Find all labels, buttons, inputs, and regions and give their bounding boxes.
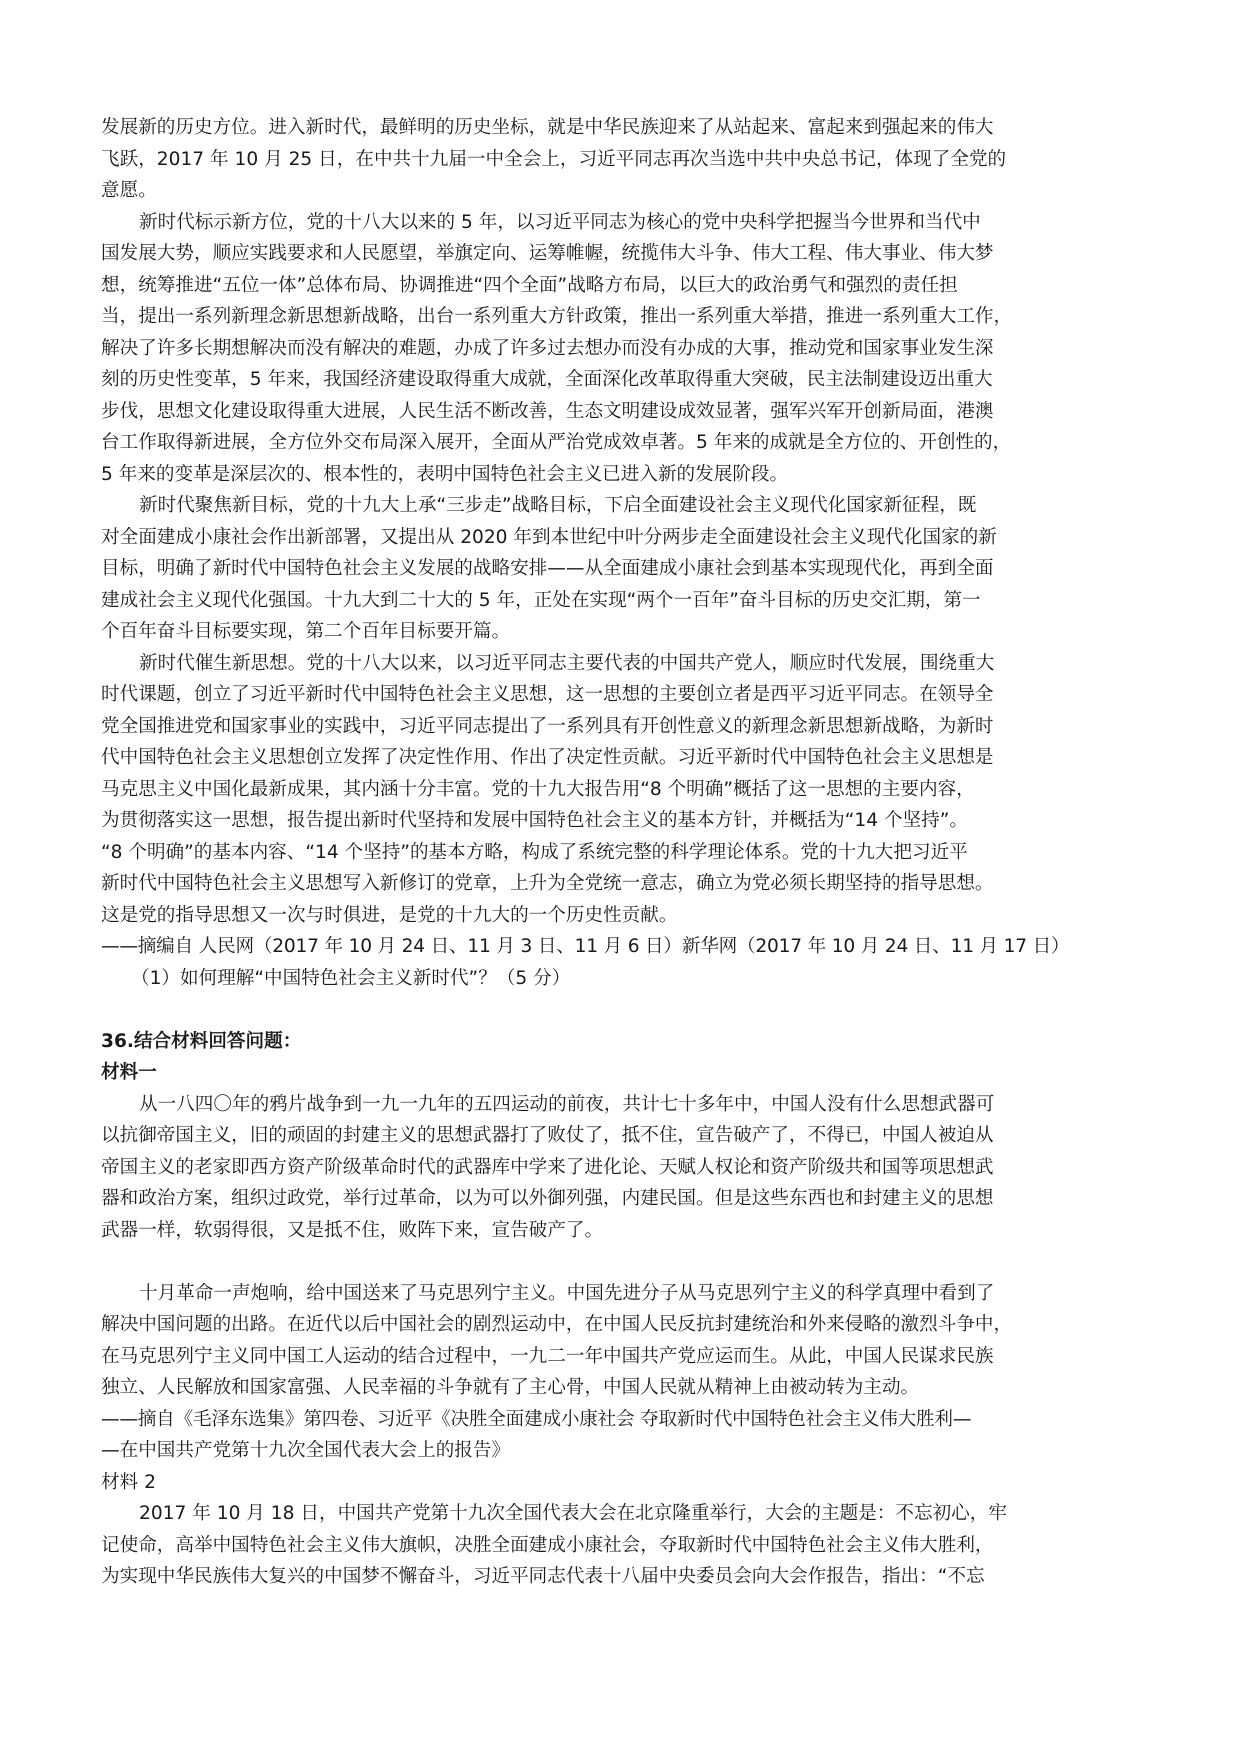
text-line: “8 个明确”的基本内容、“14 个坚持”的基本方略，构成了系统完整的科学理论体系。党的十九大把习近平 — [101, 841, 968, 863]
text-line: 在马克思列宁主义同中国工人运动的结合过程中，一九二一年中国共产党应运而生。从此，中国人民谋求民族 — [101, 1345, 994, 1367]
text-line: ——摘自《毛泽东选集》第四卷、习近平《决胜全面建成小康社会 夺取新时代中国特色社会主义伟大胜利— — [101, 1408, 972, 1430]
paragraph-material1-part2 — [101, 1278, 1141, 1404]
text-line: 国发展大势，顺应实践要求和人民愿望，举旗定向、运筹帷幄，统揽伟大斗争、伟大工程、伟大事业、伟大梦 — [101, 243, 994, 264]
source-citation: ——摘编自 人民网（2017 年 10 月 24 日、11 月 3 日、11 月 6 日）新华网（2017 年 10 月 24 日、11 月 17 日） — [101, 936, 1070, 957]
text-line: 记使命，高举中国特色社会主义伟大旗帜，决胜全面建成小康社会，夺取新时代中国特色社会主义伟大胜利， — [101, 1534, 994, 1556]
text-line: 意愿。 — [101, 180, 157, 201]
text-line: 台工作取得新进展，全方位外交布局深入展开，全面从严治党成效卓著。5 年来的成就是全方位的、开创性的， — [101, 432, 1012, 453]
paragraph-material1-part1 — [101, 1089, 1141, 1247]
text-line: 马克思主义中国化最新成果，其内涵十分丰富。党的十九大报告用“8 个明确”概括了这一思想的主要内容， — [101, 778, 975, 800]
paragraph-new-goal — [101, 490, 1141, 648]
text-line: 解决中国问题的出路。在近代以后中国社会的剧烈运动中，在中国人民反抗封建统治和外来侵略的激烈斗争中， — [101, 1314, 1013, 1335]
text-line: 目标，明确了新时代中国特色社会主义发展的战略安排——从全面建成小康社会到基本实现现代化，再到全面 — [101, 558, 994, 579]
text-line: 个百年奋斗目标要实现，第二个百年目标要开篇。 — [101, 621, 511, 642]
text-line: 发展新的历史方位。进入新时代，最鲜明的历史坐标，就是中华民族迎来了从站起来、富起来到强起来的伟大 — [101, 117, 994, 138]
text-line: 帝国主义的老家即西方资产阶级革命时代的武器库中学来了进化论、天赋人权论和资产阶级共和国等项思想武 — [101, 1156, 994, 1178]
text-line: 建成社会主义现代化强国。十九大到二十大的 5 年，正处在实现“两个一百年”奋斗目标的历史交汇期，第一 — [101, 589, 981, 611]
text-line: 独立、人民解放和国家富强、人民幸福的斗争就有了主心骨，中国人民就从精神上由被动转为主动。 — [101, 1377, 920, 1398]
paragraph-new-thought — [101, 648, 1141, 932]
text-line: 党全国推进党和国家事业的实践中，习近平同志提出了一系列具有开创性意义的新理念新思想新战略，为新时 — [101, 715, 994, 737]
question-heading: 36.结合材料回答问题： — [101, 1030, 302, 1052]
text-line: 为实现中华民族伟大复兴的中国梦不懈奋斗，习近平同志代表十八届中央委员会向大会作报告，指出：“不忘 — [101, 1566, 985, 1587]
question-text: （1）如何理解“中国特色社会主义新时代”？（5 分） — [131, 967, 571, 989]
text-line: 解决了许多长期想解决而没有解决的难题，办成了许多过去想办而没有办成的大事，推动党和国家事业发生深 — [101, 337, 994, 359]
text-line: 步伐，思想文化建设取得重大进展，人民生活不断改善，生态文明建设成效显著，强军兴军开创新局面，港澳 — [101, 400, 994, 422]
paragraph-historic-position — [101, 112, 1141, 207]
text-line: 十月革命一声炮响，给中国送来了马克思列宁主义。中国先进分子从马克思列宁主义的科学真理中看到了 — [139, 1282, 995, 1304]
source-citation-2 — [101, 1404, 1141, 1467]
text-line: 代中国特色社会主义思想创立发挥了决定性作用、作出了决定性贡献。习近平新时代中国特色社会主义思想是 — [101, 747, 994, 768]
text-line: 想，统筹推进“五位一体”总体布局、协调推进“四个全面”战略方布局，以巨大的政治勇气和强烈的责任担 — [101, 274, 958, 296]
text-line: 新时代中国特色社会主义思想写入新修订的党章，上升为全党统一意志，确立为党必须长期坚持的指导思想。 — [101, 873, 994, 894]
text-line: 刻的历史性变革，5 年来，我国经济建设取得重大成就，全面深化改革取得重大突破，民主法制建设迈出重大 — [101, 369, 993, 390]
text-line: 器和政治方案，组织过政党，举行过革命，以为可以外御列强，内建民国。但是这些东西也和封建主义的思想 — [101, 1188, 994, 1209]
text-line: 从一八四〇年的鸦片战争到一九一九年的五四运动的前夜，共计七十多年中，中国人没有什么思想武器可 — [139, 1093, 995, 1115]
text-line: 以抗御帝国主义，旧的顽固的封建主义的思想武器打了败仗了，抵不住，宣告破产了，不得已，中国人被迫从 — [101, 1125, 994, 1146]
text-line: 当，提出一系列新理念新思想新战略，出台一系列重大方针政策，推出一系列重大举措，推进一系列重大工作， — [101, 306, 1013, 327]
text-line: 为贯彻落实这一思想，报告提出新时代坚持和发展中国特色社会主义的基本方针，并概括为“14 个坚持”。 — [101, 810, 968, 831]
text-line: 2017 年 10 月 18 日，中国共产党第十九次全国代表大会在北京隆重举行，大会的主题是：不忘初心，牢 — [139, 1503, 1007, 1524]
document-page — [101, 112, 1141, 1593]
text-line: 对全面建成小康社会作出新部署，又提出从 2020 年到本世纪中叶分两步走全面建设社会主义现代化国家的新 — [101, 526, 997, 548]
text-line: 新时代聚焦新目标，党的十九大上承“三步走”战略目标，下启全面建设社会主义现代化国家新征程，既 — [139, 495, 977, 516]
material-heading: 材料一 — [101, 1062, 157, 1083]
text-line: 新时代催生新思想。党的十八大以来，以习近平同志主要代表的中国共产党人，顺应时代发展，围绕重大 — [139, 652, 995, 674]
blank-line — [101, 994, 1141, 1026]
text-line: 新时代标示新方位，党的十八大以来的 5 年，以习近平同志为核心的党中央科学把握当今世界和当代中 — [139, 211, 981, 233]
material-heading-2: 材料 2 — [101, 1471, 156, 1493]
text-line: 时代课题，创立了习近平新时代中国特色社会主义思想，这一思想的主要创立者是西平习近平同志。在领导全 — [101, 684, 994, 705]
text-line: 5 年来的变革是深层次的、根本性的，表明中国特色社会主义已进入新的发展阶段。 — [101, 463, 789, 485]
text-line: 这是党的指导思想又一次与时俱进，是党的十九大的一个历史性贡献。 — [101, 904, 678, 926]
text-line: 武器一样，软弱得很，又是抵不住，败阵下来，宣告破产了。 — [101, 1219, 604, 1241]
paragraph-material2 — [101, 1498, 1141, 1593]
paragraph-new-position — [101, 207, 1141, 491]
blank-line — [101, 1246, 1141, 1278]
text-line: —在中国共产党第十九次全国代表大会上的报告》 — [101, 1440, 511, 1461]
text-line: 飞跃，2017 年 10 月 25 日，在中共十九届一中全会上，习近平同志再次当选中共中央总书记，体现了全党的 — [101, 148, 1007, 170]
